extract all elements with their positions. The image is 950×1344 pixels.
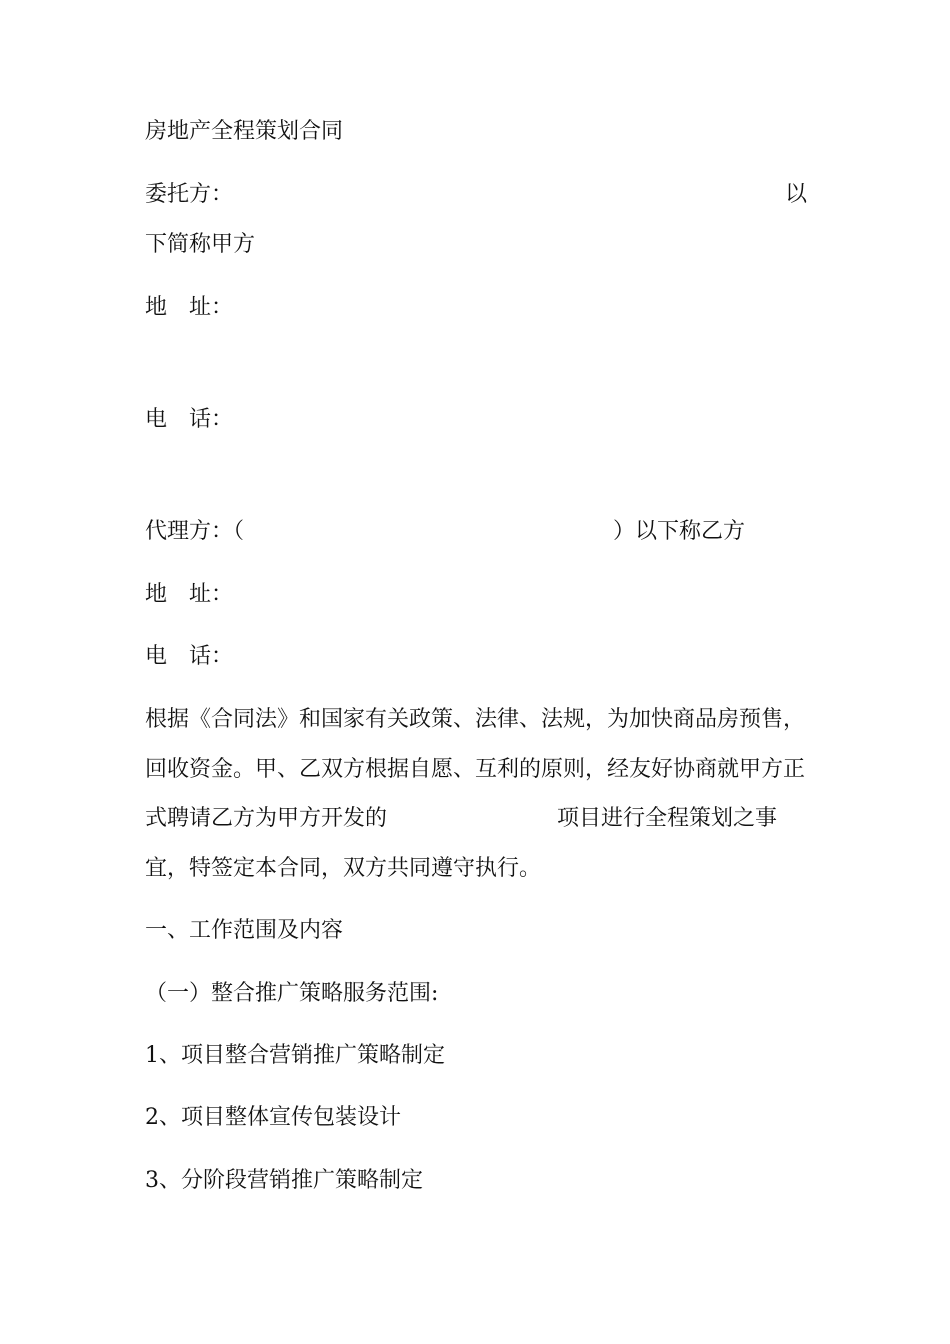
agent-phone-label: 电 话： [145,644,234,669]
preamble-line-3-part2: 项目进行全程策划之事 [557,806,778,831]
preamble-line-3-part1: 式聘请乙方为甲方开发的 [145,806,388,831]
preamble-line-4: 宜，特签定本合同，双方共同遵守执行。 [145,856,542,881]
client-address-label: 地 址： [145,295,234,320]
list-item: 2、项目整体宣传包装设计 [145,1105,401,1130]
preamble-line-1: 根据《合同法》和国家有关政策、法律、法规，为加快商品房预售， [145,707,806,732]
section-subheading: （一）整合推广策略服务范围: [145,981,439,1006]
client-label: 委托方： [145,182,234,207]
section-heading: 一、工作范围及内容 [145,918,344,943]
preamble-line-2: 回收资金。甲、乙双方根据自愿、互利的原则，经友好协商就甲方正 [145,757,806,782]
agent-suffix: ）以下称乙方 [613,519,746,544]
document-title: 房地产全程策划合同 [145,119,344,144]
client-phone-label: 电 话： [145,407,234,432]
agent-label: 代理方：（ [145,519,245,544]
list-item: 1、项目整合营销推广策略制定 [145,1043,445,1068]
client-suffix-part2: 下简称甲方 [145,232,256,257]
client-suffix-part1: 以 [785,182,808,207]
agent-address-label: 地 址： [145,582,234,607]
list-item: 3、分阶段营销推广策略制定 [145,1168,423,1193]
